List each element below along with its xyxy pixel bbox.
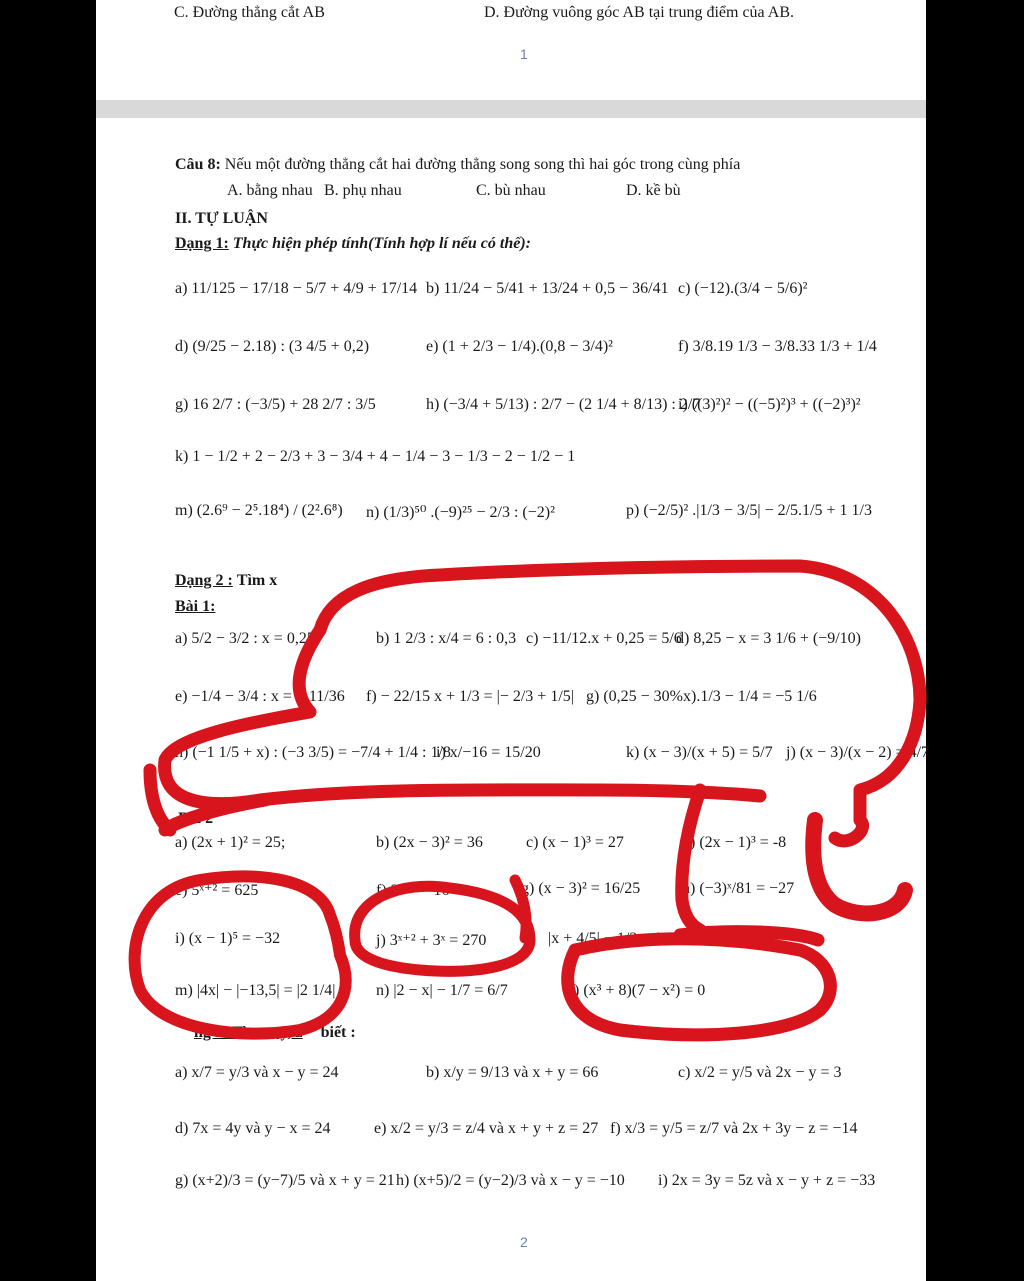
dang1-item-m: m) (2.6⁹ − 2⁵.18⁴) / (2².6⁸) xyxy=(175,502,343,519)
dang2-title: Dạng 2 : xyxy=(175,572,233,589)
bai2-item-n: n) |2 − x| − 1/7 = 6/7 xyxy=(376,982,508,999)
bai1-item-f: f) − 22/15 x + 1/3 = |− 2/3 + 1/5| xyxy=(366,688,574,705)
dang3-suffix: biết : xyxy=(320,1024,356,1041)
dang3-item-f: f) x/3 = y/5 = z/7 và 2x + 3y − z = −14 xyxy=(610,1120,858,1137)
question-8 xyxy=(175,156,740,174)
question-8-text: Nếu một đường thẳng cắt hai đường thẳng song song thì hai góc trong cùng phía xyxy=(224,156,741,173)
q8-option-a: A. bằng nhau xyxy=(227,182,313,199)
bai2-item-m: m) |4x| − |−13,5| = |2 1/4| xyxy=(175,982,336,999)
q8-option-c: C. bù nhau xyxy=(476,182,546,199)
bai1-item-c: c) −11/12.x + 0,25 = 5/6 xyxy=(526,630,682,647)
page1-option-c: C. Đường thẳng cắt AB xyxy=(174,4,325,21)
page-2 xyxy=(96,118,930,1281)
dang1-heading xyxy=(175,235,531,253)
bai1-item-g: g) (0,25 − 30%x).1/3 − 1/4 = −5 1/6 xyxy=(586,688,817,705)
bai2-item-e: e) 5ˣ⁺² = 625 xyxy=(175,882,259,899)
q8-option-b: B. phụ nhau xyxy=(324,182,402,199)
dang1-title: Dạng 1: xyxy=(175,235,229,252)
dang1-item-e: e) (1 + 2/3 − 1/4).(0,8 − 3/4)² xyxy=(426,338,613,355)
dang3-item-b: b) x/y = 9/13 và x + y = 66 xyxy=(426,1064,599,1081)
dang3-item-c: c) x/2 = y/5 và 2x − y = 3 xyxy=(678,1064,842,1081)
dang3-item-e: e) x/2 = y/3 = z/4 và x + y + z = 27 xyxy=(374,1120,599,1137)
dang3-heading xyxy=(194,1024,356,1042)
bai2-item-i: i) (x − 1)⁵ = −32 xyxy=(175,930,281,947)
bai2-item-j: j) 3ˣ⁺² + 3ˣ = 270 xyxy=(376,932,487,949)
bai2-item-k: |x + 4/5| − 1/2 = 0 xyxy=(548,930,663,947)
bai2-item-f: f) 2ˣ⁻¹ = 16 xyxy=(376,882,450,899)
dang1-item-d: d) (9/25 − 2.18) : (3 4/5 + 0,2) xyxy=(175,338,370,355)
dang1-item-f: f) 3/8.19 1/3 − 3/8.33 1/3 + 1/4 xyxy=(678,338,877,355)
dang1-item-n: n) (1/3)⁵⁰ .(−9)²⁵ − 2/3 : (−2)² xyxy=(366,504,555,521)
bai1-item-b: b) 1 2/3 : x/4 = 6 : 0,3 xyxy=(376,630,517,647)
dang3-item-a: a) x/7 = y/3 và x − y = 24 xyxy=(175,1064,339,1081)
dang1-item-a: a) 11/125 − 17/18 − 5/7 + 4/9 + 17/14 xyxy=(175,280,418,297)
dang1-item-k: k) 1 − 1/2 + 2 − 2/3 + 3 − 3/4 + 4 − 1/4 − 3 − 1/3 − 2 − 1/2 − 1 xyxy=(175,448,576,465)
bai2-item-g: g) (x − 3)² = 16/25 xyxy=(521,880,641,897)
dang1-subtitle: Thực hiện phép tính(Tính hợp lí nếu có thể): xyxy=(232,235,531,252)
dang3-item-d: d) 7x = 4y và y − x = 24 xyxy=(175,1120,331,1137)
dang1-item-h: h) (−3/4 + 5/13) : 2/7 − (2 1/4 + 8/13) : 2/7 xyxy=(426,396,701,413)
bai2-item-b: b) (2x − 3)² = 36 xyxy=(376,834,483,851)
dang2-heading xyxy=(175,572,277,590)
bai1-item-i: i) x/−16 = 15/20 xyxy=(436,744,541,761)
question-8-label: Câu 8: xyxy=(175,156,221,173)
bai1-item-h: h) (−1 1/5 + x) : (−3 3/5) = −7/4 + 1/4 : 1/8 xyxy=(175,744,451,761)
dang3-item-i: i) 2x = 3y = 5z và x − y + z = −33 xyxy=(658,1172,876,1189)
dang1-item-p: p) (−2/5)² .|1/3 − 3/5| − 2/5.1/5 + 1 1/3 xyxy=(626,502,872,519)
bai2-title: Bài 2 xyxy=(178,810,214,827)
bai1-item-e: e) −1/4 − 3/4 : x = − 11/36 xyxy=(175,688,345,705)
bai2-item-h: h) (−3)ˣ/81 = −27 xyxy=(682,880,795,897)
dang2-subtitle: Tìm x xyxy=(236,572,278,589)
dang3-title: ng 3: Tìm x, y, z xyxy=(194,1024,303,1041)
page-1-fragment xyxy=(96,0,926,100)
section-title: II. TỰ LUẬN xyxy=(175,210,268,227)
page-number-1: 1 xyxy=(520,46,528,62)
bai1-item-a: a) 5/2 − 3/2 : x = 0,25 xyxy=(175,630,315,647)
bai2-item-o: o) (x³ + 8)(7 − x²) = 0 xyxy=(566,982,706,999)
bai1-item-j: j) (x − 3)/(x − 2) = 4/7 xyxy=(786,744,930,761)
dang3-item-g: g) (x+2)/3 = (y−7)/5 và x + y = 21 xyxy=(175,1172,395,1189)
bai1-item-k: k) (x − 3)/(x + 5) = 5/7 xyxy=(626,744,773,761)
bai2-item-d: d) (2x − 1)³ = -8 xyxy=(682,834,787,851)
bai1-title: Bài 1: xyxy=(175,598,216,615)
page1-option-d: D. Đường vuông góc AB tại trung điểm của AB. xyxy=(484,4,794,21)
bai2-item-a: a) (2x + 1)² = 25; xyxy=(175,834,286,851)
dang1-item-c: c) (−12).(3/4 − 5/6)² xyxy=(678,280,808,297)
bai1-item-d: d) 8,25 − x = 3 1/6 + (−9/10) xyxy=(676,630,861,647)
dang3-item-h: h) (x+5)/2 = (y−2)/3 và x − y = −10 xyxy=(396,1172,625,1189)
dang1-item-b: b) 11/24 − 5/41 + 13/24 + 0,5 − 36/41 xyxy=(426,280,669,297)
page-separator xyxy=(96,100,926,118)
dang1-item-i: i) ((3)²)² − ((−5)²)³ + ((−2)³)² xyxy=(678,396,861,413)
page-number-2: 2 xyxy=(520,1234,528,1250)
dang1-item-g: g) 16 2/7 : (−3/5) + 28 2/7 : 3/5 xyxy=(175,396,376,413)
bai2-item-c: c) (x − 1)³ = 27 xyxy=(526,834,624,851)
q8-option-d: D. kề bù xyxy=(626,182,681,199)
